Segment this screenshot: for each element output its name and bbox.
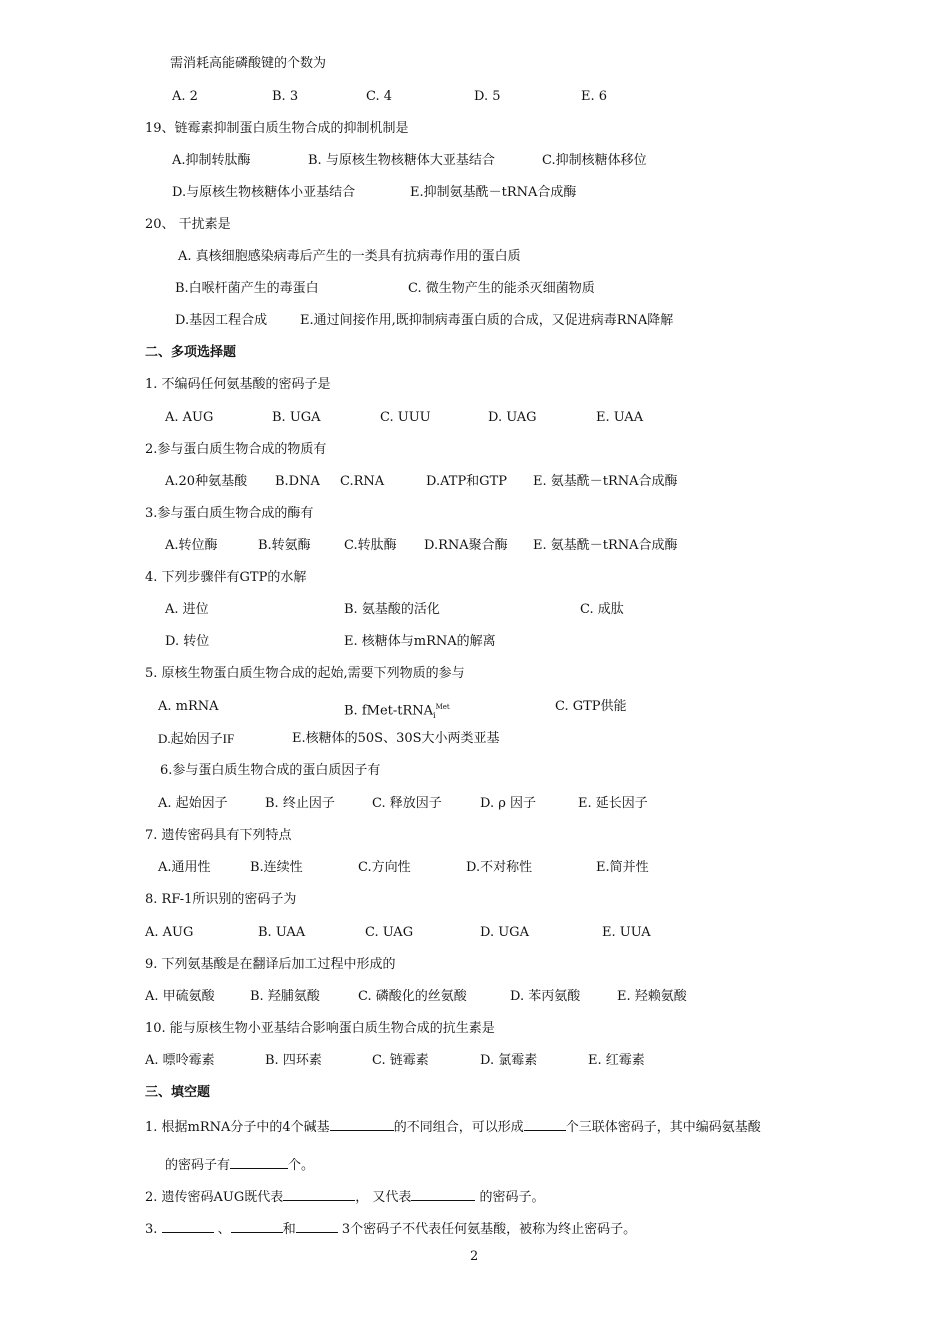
option-d: D. ρ 因子 — [480, 796, 536, 811]
question-m1: 1. 不编码任何氨基酸的密码子是 — [145, 377, 331, 392]
option-c: C.方向性 — [358, 860, 411, 875]
question-m7: 7. 遗传密码具有下列特点 — [145, 828, 292, 843]
option-c: C. 微生物产生的能杀灭细菌物质 — [408, 281, 595, 296]
option-a: A. AUG — [145, 925, 194, 940]
text: 和 — [282, 1222, 296, 1237]
answer-blank[interactable] — [283, 1186, 355, 1201]
option-e: E. 羟赖氨酸 — [617, 989, 687, 1004]
option-a: A. mRNA — [158, 699, 219, 714]
option-e: E.通过间接作用,既抑制病毒蛋白质的合成，又促进病毒RNA降解 — [300, 313, 674, 328]
superscript: Met — [435, 703, 450, 711]
option-b: B. UAA — [258, 925, 306, 940]
option-c: C. UAG — [365, 925, 414, 940]
question-m3: 3.参与蛋白质生物合成的酶有 — [145, 506, 314, 521]
option-c: C. UUU — [380, 410, 431, 425]
option-b: B. UGA — [272, 410, 321, 425]
option-b: B.DNA — [275, 474, 320, 489]
text: 个。 — [288, 1158, 315, 1173]
option-b: B. 终止因子 — [265, 796, 335, 811]
text: 、 — [213, 1222, 231, 1237]
option-b: B. 氨基酸的活化 — [344, 602, 440, 617]
option-b: B. 3 — [272, 89, 299, 104]
question-20: 20、 干扰素是 — [145, 217, 231, 232]
option-c: C.抑制核糖体移位 — [542, 153, 647, 168]
option-d: D. UAG — [488, 410, 537, 425]
section-heading-fill-in: 三、填空题 — [145, 1085, 211, 1100]
answer-blank[interactable] — [296, 1218, 338, 1233]
question-19: 19、链霉素抑制蛋白质生物合成的抑制机制是 — [145, 121, 409, 136]
option-a: A.通用性 — [158, 860, 211, 875]
question-m9: 9. 下列氨基酸是在翻译后加工过程中形成的 — [145, 957, 396, 972]
option-b: B. 四环素 — [265, 1053, 322, 1068]
option-d: D.不对称性 — [466, 860, 533, 875]
text: 3. — [145, 1222, 162, 1237]
option-b — [344, 698, 450, 725]
option-d: D. 氯霉素 — [480, 1053, 538, 1068]
text: 2. 遗传密码AUG既代表 — [145, 1190, 284, 1205]
option-d: D.ATP和GTP — [426, 474, 507, 489]
option-c: C. 链霉素 — [372, 1053, 429, 1068]
option-a: A. 甲硫氨酸 — [145, 989, 215, 1004]
question-text: 需消耗高能磷酸键的个数为 — [170, 56, 327, 71]
option-a: A.转位酶 — [165, 538, 218, 553]
option-e: E. 核糖体与mRNA的解离 — [344, 634, 496, 649]
text: 的不同组合，可以形成 — [393, 1120, 524, 1135]
option-e: E. 红霉素 — [588, 1053, 645, 1068]
option-c: C. 磷酸化的丝氨酸 — [358, 989, 467, 1004]
option-b: B. 羟脯氨酸 — [250, 989, 320, 1004]
option-a: A. 真核细胞感染病毒后产生的一类具有抗病毒作用的蛋白质 — [178, 249, 521, 264]
option-e: E. UUA — [602, 925, 651, 940]
answer-blank[interactable] — [411, 1186, 475, 1201]
option-b: B.转氨酶 — [258, 538, 311, 553]
option-e: E. UAA — [596, 410, 644, 425]
option-a: A. 进位 — [165, 602, 209, 617]
subscript: i — [433, 710, 436, 720]
option-b-text: B. fMet-tRNA — [344, 703, 434, 719]
question-m10: 10. 能与原核生物小亚基结合影响蛋白质生物合成的抗生素是 — [145, 1021, 495, 1036]
option-e: E. 6 — [581, 89, 608, 104]
option-e: E. 延长因子 — [578, 796, 648, 811]
option-c: C. 4 — [366, 89, 393, 104]
text: ， 又代表 — [355, 1190, 412, 1205]
option-b: B.连续性 — [250, 860, 303, 875]
option-c: C. 释放因子 — [372, 796, 442, 811]
fill-question-1 — [145, 1116, 761, 1137]
option-d: D.RNA聚合酶 — [424, 538, 508, 553]
option-d: D. UGA — [480, 925, 529, 940]
option-e: E.抑制氨基酰－tRNA合成酶 — [410, 185, 577, 200]
option-a: A.抑制转肽酶 — [172, 153, 251, 168]
question-m8: 8. RF-1所识别的密码子为 — [145, 892, 297, 907]
question-m2: 2.参与蛋白质生物合成的物质有 — [145, 442, 327, 457]
answer-blank[interactable] — [230, 1154, 288, 1169]
option-e: E. 氨基酰－tRNA合成酶 — [533, 474, 678, 489]
answer-blank[interactable] — [162, 1218, 214, 1233]
text: 3个密码子不代表任何氨基酸，被称为终止密码子。 — [337, 1222, 637, 1237]
option-a: A. 2 — [172, 89, 198, 104]
text: 1. 根据mRNA分子中的4个碱基 — [145, 1120, 330, 1135]
option-d: D. 5 — [474, 89, 501, 104]
option-c: C.转肽酶 — [344, 538, 397, 553]
text: 的密码子有 — [165, 1158, 231, 1173]
option-a: A. 起始因子 — [158, 796, 228, 811]
option-e: E.简并性 — [596, 860, 649, 875]
fill-question-1-cont — [165, 1154, 314, 1175]
option-e: E. 氨基酰－tRNA合成酶 — [533, 538, 678, 553]
option-c: C.RNA — [340, 474, 385, 489]
page-number: 2 — [470, 1249, 479, 1264]
question-m5: 5. 原核生物蛋白质生物合成的起始,需要下列物质的参与 — [145, 666, 465, 681]
option-e: E.核糖体的50S、30S大小两类亚基 — [292, 731, 500, 746]
fill-question-2 — [145, 1186, 545, 1207]
answer-blank[interactable] — [330, 1116, 394, 1131]
text: 个三联体密码子，其中编码氨基酸 — [565, 1120, 761, 1135]
answer-blank[interactable] — [524, 1116, 566, 1131]
option-c: C. GTP供能 — [555, 699, 627, 714]
answer-blank[interactable] — [231, 1218, 283, 1233]
question-m6: 6.参与蛋白质生物合成的蛋白质因子有 — [160, 763, 381, 778]
option-d: D.基因工程合成 — [175, 313, 268, 328]
option-b: B. 与原核生物核糖体大亚基结合 — [308, 153, 495, 168]
option-b: B.白喉杆菌产生的毒蛋白 — [175, 281, 319, 296]
fill-question-3 — [145, 1218, 636, 1239]
question-m4: 4. 下列步骤伴有GTP的水解 — [145, 570, 307, 585]
text: 的密码子。 — [475, 1190, 545, 1205]
option-a: A.20种氨基酸 — [165, 474, 248, 489]
option-c: C. 成肽 — [580, 602, 624, 617]
option-a: A. AUG — [165, 410, 214, 425]
option-d: D. 苯丙氨酸 — [510, 989, 581, 1004]
section-heading-multiple-choice: 二、多项选择题 — [145, 345, 237, 360]
option-d: D.起始因子IF — [158, 731, 235, 746]
option-d: D.与原核生物核糖体小亚基结合 — [172, 185, 356, 200]
option-a: A. 嘌呤霉素 — [145, 1053, 215, 1068]
option-d: D. 转位 — [165, 634, 210, 649]
